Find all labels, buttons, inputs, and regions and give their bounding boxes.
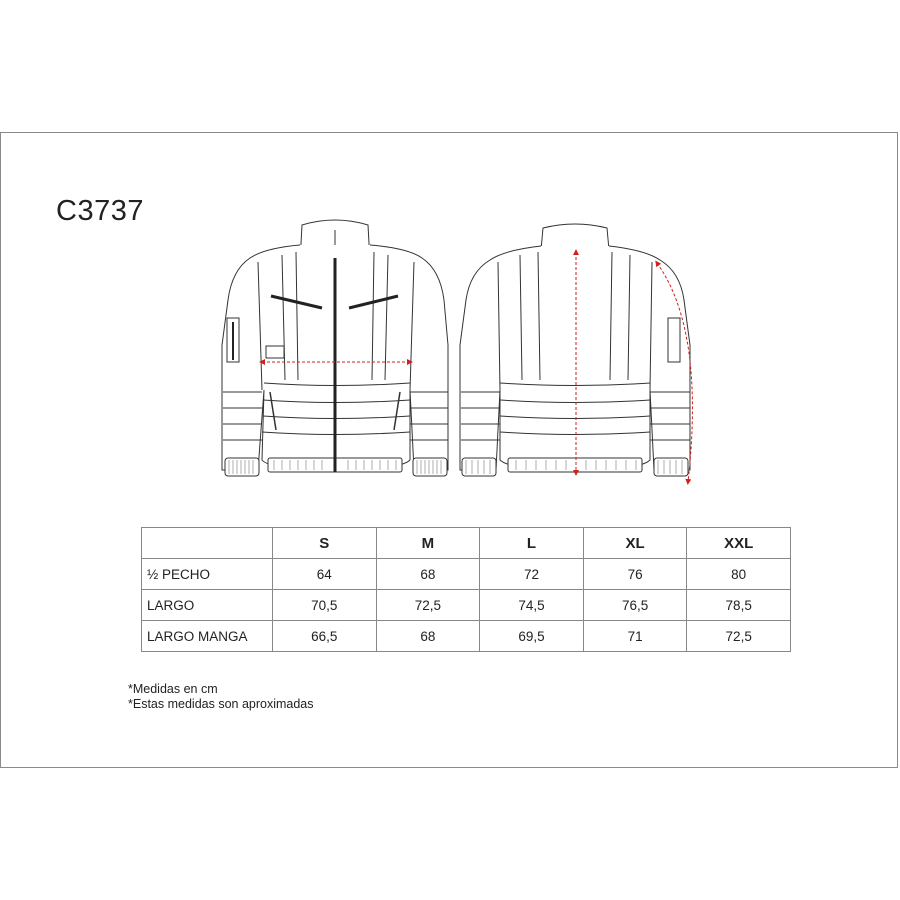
table-cell: 72,5 [687, 621, 791, 652]
size-table [141, 527, 791, 652]
header-cell-empty [142, 528, 273, 559]
table-cell: 72,5 [376, 590, 480, 621]
table-cell: 69,5 [480, 621, 584, 652]
jacket-back [460, 224, 690, 476]
table-row [142, 621, 791, 652]
table-cell: 70,5 [273, 590, 377, 621]
footnote: *Medidas en cm [128, 682, 218, 696]
table-cell: 68 [376, 621, 480, 652]
header-cell-l: L [480, 528, 584, 559]
jacket-front [222, 220, 448, 476]
footnotes [128, 682, 314, 712]
table-cell: 68 [376, 559, 480, 590]
table-cell: 66,5 [273, 621, 377, 652]
table-row [142, 590, 791, 621]
jacket-illustration [200, 215, 720, 490]
table-cell: 80 [687, 559, 791, 590]
table-cell: 72 [480, 559, 584, 590]
table-cell: 76 [583, 559, 687, 590]
header-cell-xl: XL [583, 528, 687, 559]
table-cell: 64 [273, 559, 377, 590]
row-label: LARGO MANGA [142, 621, 273, 652]
header-cell-s: S [273, 528, 377, 559]
header-cell-xxl: XXL [687, 528, 791, 559]
size-table-header-row [142, 528, 791, 559]
table-cell: 71 [583, 621, 687, 652]
table-row [142, 559, 791, 590]
footnote: *Estas medidas son aproximadas [128, 697, 314, 711]
table-cell: 76,5 [583, 590, 687, 621]
table-cell: 78,5 [687, 590, 791, 621]
table-cell: 74,5 [480, 590, 584, 621]
header-cell-m: M [376, 528, 480, 559]
row-label: ½ PECHO [142, 559, 273, 590]
product-code: C3737 [56, 195, 144, 227]
row-label: LARGO [142, 590, 273, 621]
